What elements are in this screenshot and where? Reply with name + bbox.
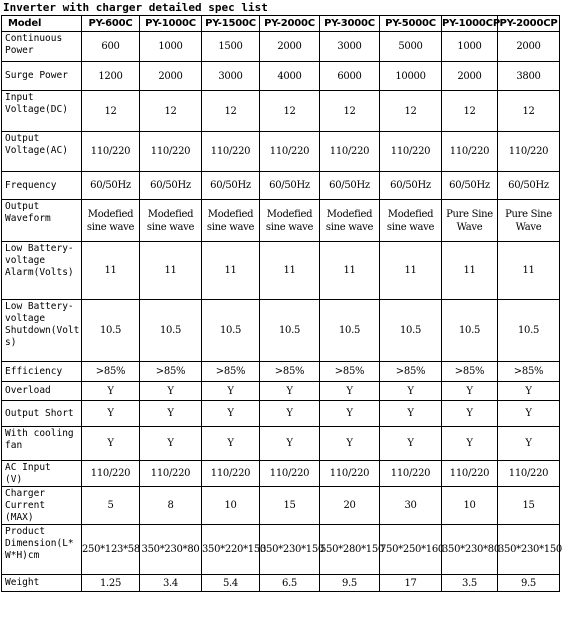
column-header-py-3000c: PY-3000C <box>320 16 380 32</box>
row-label: Weight <box>2 575 82 592</box>
spec-cell: Y <box>82 401 140 427</box>
spec-cell: 10 <box>442 487 498 525</box>
spec-cell: Y <box>260 427 320 461</box>
spec-cell: Y <box>442 382 498 401</box>
spec-cell: 4000 <box>260 62 320 91</box>
spec-cell: >85% <box>140 362 202 382</box>
spec-cell: 12 <box>442 91 498 132</box>
spec-table-body <box>2 32 560 592</box>
spec-cell: 10.5 <box>320 300 380 362</box>
spec-cell: 3800 <box>498 62 560 91</box>
spec-cell: Y <box>202 382 260 401</box>
spec-cell: 10.5 <box>82 300 140 362</box>
row-low-battery-shutdown <box>2 300 560 362</box>
spec-cell: 110/220 <box>380 132 442 172</box>
spec-cell: 60/50Hz <box>442 172 498 200</box>
spec-cell: 11 <box>498 242 560 300</box>
row-low-battery-alarm <box>2 242 560 300</box>
spec-cell: 12 <box>498 91 560 132</box>
spec-cell: Y <box>82 382 140 401</box>
spec-cell: 350*230*80 <box>140 525 202 575</box>
spec-cell: 110/220 <box>320 132 380 172</box>
spec-cell: 110/220 <box>140 461 202 487</box>
spec-cell: 2000 <box>140 62 202 91</box>
spec-cell: 60/50Hz <box>140 172 202 200</box>
row-label: Product Dimension(L* W*H)cm <box>2 525 82 575</box>
spec-cell: Modefied sine wave <box>260 200 320 242</box>
column-header-model: Model <box>2 16 82 32</box>
spec-cell: 350*230*80 <box>442 525 498 575</box>
spec-cell: 250*123*58 <box>82 525 140 575</box>
spec-cell: Y <box>380 382 442 401</box>
spec-cell: 60/50Hz <box>82 172 140 200</box>
spec-cell: 20 <box>320 487 380 525</box>
spec-cell: >85% <box>442 362 498 382</box>
spec-cell: 2000 <box>260 32 320 62</box>
spec-cell: 12 <box>82 91 140 132</box>
spec-cell: 10.5 <box>498 300 560 362</box>
spec-cell: 1.25 <box>82 575 140 592</box>
spec-cell: >85% <box>380 362 442 382</box>
row-label: AC Input (V) <box>2 461 82 487</box>
row-label: Continuous Power <box>2 32 82 62</box>
column-header-py-1000c: PY-1000C <box>140 16 202 32</box>
column-header-py-2000cp: PY-2000CP <box>498 16 560 32</box>
spec-cell: 11 <box>260 242 320 300</box>
column-header-py-600c: PY-600C <box>82 16 140 32</box>
spec-cell: Y <box>260 382 320 401</box>
spec-cell: 3.5 <box>442 575 498 592</box>
spec-cell: Y <box>442 401 498 427</box>
spec-cell: Y <box>320 401 380 427</box>
spec-cell: 60/50Hz <box>260 172 320 200</box>
spec-cell: 11 <box>442 242 498 300</box>
spec-cell: Y <box>380 401 442 427</box>
spec-cell: 15 <box>498 487 560 525</box>
spec-cell: 5.4 <box>202 575 260 592</box>
spec-cell: >85% <box>498 362 560 382</box>
column-header-py-5000c: PY-5000C <box>380 16 442 32</box>
spec-cell: 30 <box>380 487 442 525</box>
spec-cell: Y <box>260 401 320 427</box>
spec-cell: Y <box>202 401 260 427</box>
spec-cell: 1500 <box>202 32 260 62</box>
spec-cell: Y <box>498 427 560 461</box>
spec-cell: >85% <box>320 362 380 382</box>
row-label: Low Battery- voltage Shutdown(Volts) <box>2 300 82 362</box>
spec-cell: Y <box>140 401 202 427</box>
spec-cell: 1000 <box>140 32 202 62</box>
spec-cell: 10.5 <box>380 300 442 362</box>
spec-cell: 12 <box>320 91 380 132</box>
row-label: Surge Power <box>2 62 82 91</box>
spec-cell: Modefied sine wave <box>82 200 140 242</box>
row-weight <box>2 575 560 592</box>
spec-cell: 60/50Hz <box>380 172 442 200</box>
spec-cell: Y <box>442 427 498 461</box>
spec-cell: Y <box>320 427 380 461</box>
spec-cell: 110/220 <box>82 132 140 172</box>
spec-cell: 15 <box>260 487 320 525</box>
spec-cell: 110/220 <box>82 461 140 487</box>
spec-cell: Y <box>140 382 202 401</box>
row-efficiency <box>2 362 560 382</box>
spec-cell: 600 <box>82 32 140 62</box>
spec-cell: >85% <box>260 362 320 382</box>
spec-cell: 1000 <box>442 32 498 62</box>
spec-cell: 350*220*150 <box>202 525 260 575</box>
spec-cell: 750*250*160 <box>380 525 442 575</box>
spec-cell: 10000 <box>380 62 442 91</box>
spec-cell: 550*280*150 <box>320 525 380 575</box>
spec-cell: 3.4 <box>140 575 202 592</box>
spec-table <box>1 15 560 592</box>
spec-cell: 10.5 <box>140 300 202 362</box>
spec-cell: 11 <box>202 242 260 300</box>
spec-cell: 6000 <box>320 62 380 91</box>
spec-cell: 5000 <box>380 32 442 62</box>
spec-cell: 9.5 <box>320 575 380 592</box>
spec-cell: Modefied sine wave <box>320 200 380 242</box>
spec-cell: 12 <box>202 91 260 132</box>
spec-cell: 60/50Hz <box>202 172 260 200</box>
row-output-waveform <box>2 200 560 242</box>
spec-cell: 11 <box>380 242 442 300</box>
column-header-py-2000c: PY-2000C <box>260 16 320 32</box>
spec-cell: 10.5 <box>442 300 498 362</box>
spec-cell: Y <box>82 427 140 461</box>
spec-cell: Y <box>380 427 442 461</box>
row-label: Charger Current (MAX) <box>2 487 82 525</box>
row-overload <box>2 382 560 401</box>
spec-cell: 350*230*150 <box>498 525 560 575</box>
spec-cell: 10 <box>202 487 260 525</box>
page-title: Inverter with charger detailed spec list <box>3 1 268 14</box>
row-ac-input <box>2 461 560 487</box>
spec-cell: 2000 <box>498 32 560 62</box>
spec-cell: 6.5 <box>260 575 320 592</box>
spec-cell: 17 <box>380 575 442 592</box>
spec-cell: 5 <box>82 487 140 525</box>
spec-cell: 110/220 <box>202 461 260 487</box>
spec-cell: 2000 <box>442 62 498 91</box>
row-label: With cooling fan <box>2 427 82 461</box>
row-charger-current <box>2 487 560 525</box>
spec-cell: Pure Sine Wave <box>442 200 498 242</box>
row-label: Output Waveform <box>2 200 82 242</box>
spec-cell: 60/50Hz <box>498 172 560 200</box>
row-label: Input Voltage(DC) <box>2 91 82 132</box>
spec-cell: Y <box>202 427 260 461</box>
spec-cell: 12 <box>140 91 202 132</box>
spec-cell: >85% <box>82 362 140 382</box>
spec-cell: Modefied sine wave <box>140 200 202 242</box>
spec-cell: Y <box>498 382 560 401</box>
spec-cell: 60/50Hz <box>320 172 380 200</box>
row-label: Frequency <box>2 172 82 200</box>
spec-cell: 110/220 <box>442 461 498 487</box>
spec-cell: 110/220 <box>498 461 560 487</box>
spec-cell: 11 <box>140 242 202 300</box>
spec-cell: 1200 <box>82 62 140 91</box>
spec-cell: Y <box>140 427 202 461</box>
row-frequency <box>2 172 560 200</box>
row-product-dimension <box>2 525 560 575</box>
spec-cell: Pure Sine Wave <box>498 200 560 242</box>
spec-cell: 12 <box>260 91 320 132</box>
spec-cell: 110/220 <box>260 132 320 172</box>
spec-cell: Y <box>498 401 560 427</box>
spec-cell: 10.5 <box>202 300 260 362</box>
row-input-voltage <box>2 91 560 132</box>
spec-cell: 110/220 <box>320 461 380 487</box>
row-cooling-fan <box>2 427 560 461</box>
spec-cell: 11 <box>82 242 140 300</box>
spec-cell: 110/220 <box>260 461 320 487</box>
row-label: Output Short <box>2 401 82 427</box>
row-label: Efficiency <box>2 362 82 382</box>
column-header-py-1000cp: PY-1000CP <box>442 16 498 32</box>
spec-cell: 3000 <box>320 32 380 62</box>
spec-cell: Modefied sine wave <box>202 200 260 242</box>
spec-cell: Y <box>320 382 380 401</box>
spec-cell: 110/220 <box>442 132 498 172</box>
row-output-short <box>2 401 560 427</box>
row-output-voltage <box>2 132 560 172</box>
spec-cell: 110/220 <box>202 132 260 172</box>
row-label: Overload <box>2 382 82 401</box>
row-surge-power <box>2 62 560 91</box>
spec-cell: 3000 <box>202 62 260 91</box>
spec-cell: 110/220 <box>140 132 202 172</box>
row-continuous-power <box>2 32 560 62</box>
spec-cell: 10.5 <box>260 300 320 362</box>
spec-cell: 110/220 <box>380 461 442 487</box>
header-row <box>2 16 560 32</box>
spec-cell: Modefied sine wave <box>380 200 442 242</box>
spec-cell: 11 <box>320 242 380 300</box>
spec-cell: 12 <box>380 91 442 132</box>
spec-cell: 9.5 <box>498 575 560 592</box>
column-header-py-1500c: PY-1500C <box>202 16 260 32</box>
spec-cell: 110/220 <box>498 132 560 172</box>
spec-cell: 8 <box>140 487 202 525</box>
spec-cell: 350*230*150 <box>260 525 320 575</box>
row-label: Low Battery- voltage Alarm(Volts) <box>2 242 82 300</box>
spec-cell: >85% <box>202 362 260 382</box>
row-label: Output Voltage(AC) <box>2 132 82 172</box>
